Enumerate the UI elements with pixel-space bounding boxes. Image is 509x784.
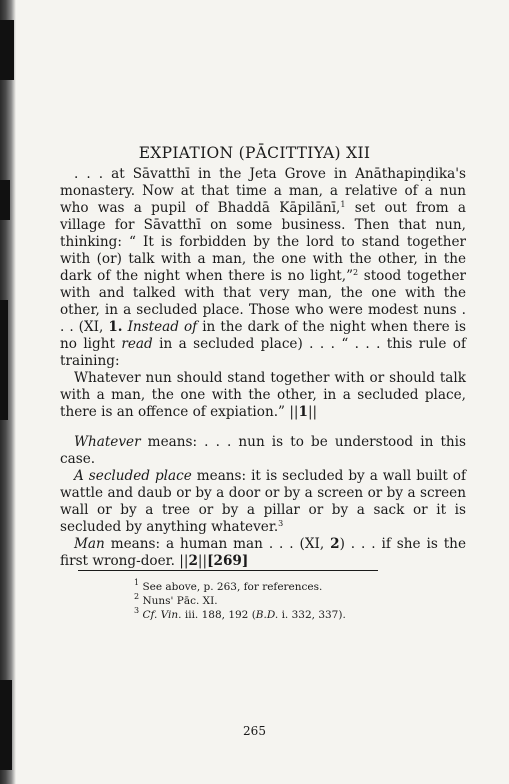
footnotes <box>134 580 346 622</box>
paragraph-3: Whatever means: . . . nun is to be understood in this case. <box>60 434 466 467</box>
paragraph-1: . . . at Sāvatthī in the Jeta Grove in Anāthapiṇḍika's monastery. Now at that time a man, a relative of a nun who was a pupil of Bhaddā Kāpilānī,$^1$ set out from a village for Sāvatthī on some business. Then that nun, thinking: “ It is forbidden by the lord to stand together with (or) talk with a man, the one with the other, in the dark of the night when there is no light,”$^2$ stood together with and talked with that very man, the one with the other, in a secluded place. Those who were modest nuns . . . (XI, 1. Instead of in the dark of the night when there is no light read in a secluded place) . . . “ . . . this rule of training: <box>60 166 466 369</box>
spine-dark-band <box>0 300 8 420</box>
footnote-1: $^1$ See above, p. 263, for references. <box>134 578 323 593</box>
footnote-ref-3: 3 <box>278 519 284 528</box>
footnote-ref-1: 1 <box>340 200 346 209</box>
footnote-ref-2: 2 <box>353 268 359 277</box>
footnote-divider <box>78 570 378 571</box>
running-head: EXPIATION (PĀCITTIYA) XII <box>138 144 371 162</box>
paragraph-4: A secluded place means: it is secluded by a wall built of wattle and daub or by a door or by a screen or by a screen wall or by a tree or by a pillar or by a sack or it is secluded by anything whatever.$^3$ <box>60 468 466 535</box>
footnote-2: $^2$ Nuns' Pāc. XI. <box>134 592 218 607</box>
page-number: 265 <box>243 724 266 738</box>
spine-dark-band <box>0 180 10 220</box>
paragraph-5: Man means: a human man . . . (XI, 2) . . . if she is the first wrong-doer. ||2||[269] <box>60 536 466 569</box>
main-text <box>60 166 466 570</box>
page-spine-shadow <box>0 0 16 784</box>
spine-dark-band <box>0 20 14 80</box>
paragraph-2-rule: Whatever nun should stand together with or should talk with a man, the one with the other, in a secluded place, there is an offence of expiation.” ||1|| <box>60 370 466 420</box>
footnote-3: $^3$ Cf. Vin. iii. 188, 192 (B.D. i. 332, 337). <box>134 606 346 621</box>
